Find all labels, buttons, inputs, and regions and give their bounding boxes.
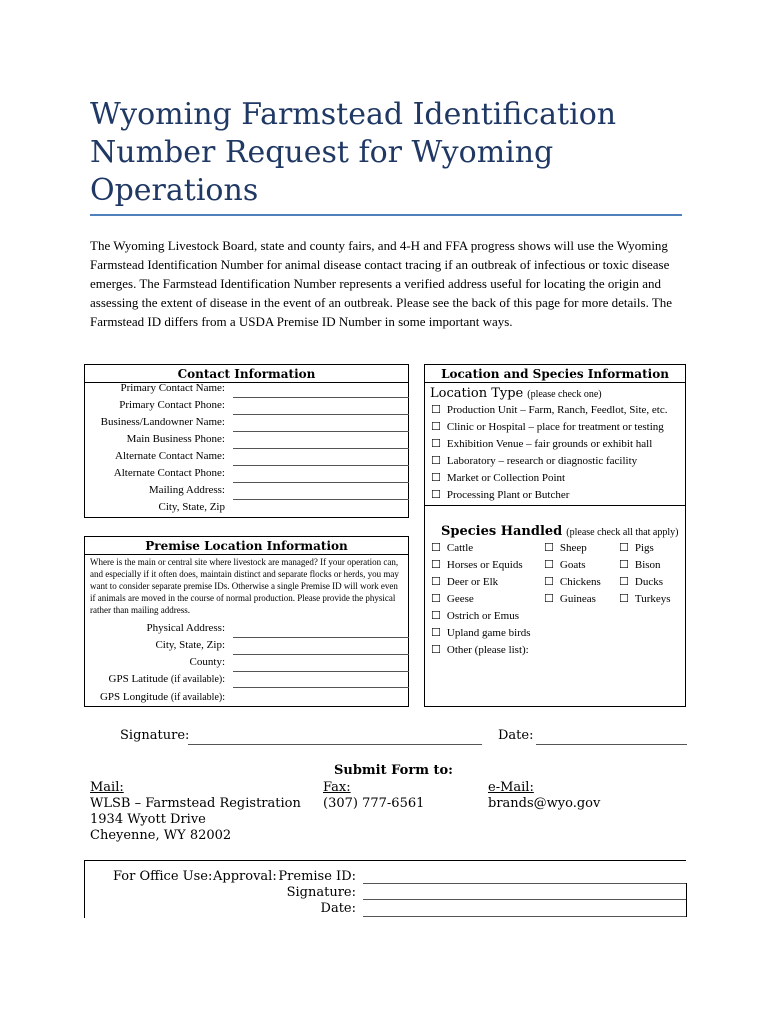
- checkbox-icon[interactable]: ☐: [431, 541, 441, 554]
- email-label: e-Mail:: [488, 780, 534, 795]
- gps-longitude-text: GPS Longitude: [99, 691, 169, 703]
- mail-block: [90, 780, 301, 844]
- contact-field-input-mailing-address[interactable]: [233, 499, 409, 500]
- contact-field-input-primary-contact-name[interactable]: [233, 397, 409, 398]
- gps-latitude-field[interactable]: [233, 687, 409, 688]
- title-line-2: Number Request for Wyoming: [90, 135, 554, 170]
- contact-field-input-main-business-phone[interactable]: [233, 448, 409, 449]
- office-approval-label: Approval:: [213, 869, 277, 884]
- checkbox-icon[interactable]: ☐: [431, 609, 441, 622]
- species-option-label: Goats: [559, 559, 586, 571]
- location-option-3[interactable]: [431, 434, 652, 452]
- fax-number: (307) 777-6561: [323, 796, 425, 811]
- contact-field-label-alternate-contact-phone: Alternate Contact Phone:: [113, 467, 225, 479]
- species-option-label: Guineas: [559, 593, 596, 605]
- species-option-geese[interactable]: [431, 589, 474, 607]
- checkbox-icon[interactable]: ☐: [619, 541, 629, 554]
- species-note: (please check all that apply): [566, 527, 679, 538]
- email-block: [488, 780, 600, 812]
- location-species-divider: [425, 505, 685, 506]
- mail-line-2: 1934 Wyott Drive: [90, 812, 206, 827]
- location-type-label: Location Type: [430, 386, 524, 401]
- location-option-2[interactable]: [431, 417, 664, 435]
- contact-field-input-alternate-contact-name[interactable]: [233, 465, 409, 466]
- species-option-cattle[interactable]: [431, 538, 473, 556]
- intro-paragraph: The Wyoming Livestock Board, state and county fairs, and 4-H and FFA progress shows will use the Wyoming Farmstead Identification Number for animal disease contact tracing if an outbreak of infectious or toxic disease emerges. The Farmstead Identification Number represents a verified address useful for locating the origin and assessing the extent of disease in the event of an outbreak. Please see the back of this page for more details. The Farmstead ID differs from a USDA Premise ID Number in some important ways.: [90, 238, 673, 329]
- office-use-box: [84, 860, 686, 918]
- fax-block: [323, 780, 424, 812]
- checkbox-icon[interactable]: ☐: [619, 592, 629, 605]
- species-option-ducks[interactable]: [619, 572, 663, 590]
- location-type-note: (please check one): [527, 389, 602, 400]
- checkbox-icon[interactable]: ☐: [619, 575, 629, 588]
- premise-description: Where is the main or central site where livestock are managed? If your operation can, and especially if it often does, maintain distinct and separate flocks or herds, you may want to consider separate premise IDs. Otherwise a single Premise ID will work even if animals are moved in the course of normal production. Please provide the physical rather than mailing address.: [90, 557, 399, 615]
- mail-line-1: WLSB – Farmstead Registration: [90, 796, 301, 811]
- species-option-deer-or-elk[interactable]: [431, 572, 498, 590]
- checkbox-icon[interactable]: ☐: [544, 541, 554, 554]
- contact-field-input-business-landowner-name[interactable]: [233, 431, 409, 432]
- contact-field-input-primary-contact-phone[interactable]: [233, 414, 409, 415]
- contact-information-header: Contact Information: [85, 367, 408, 383]
- office-signature-label: Signature:: [286, 885, 356, 900]
- contact-information-box: [84, 364, 409, 518]
- checkbox-icon[interactable]: ☐: [431, 575, 441, 588]
- checkbox-icon[interactable]: ☐: [431, 454, 441, 467]
- date-field[interactable]: [536, 744, 687, 745]
- species-option-other-please-list[interactable]: [431, 640, 529, 658]
- office-date-label: Date:: [320, 901, 356, 916]
- signature-field[interactable]: [188, 744, 482, 745]
- location-option-1[interactable]: [431, 400, 667, 418]
- mail-line-3: Cheyenne, WY 82002: [90, 828, 232, 843]
- checkbox-icon[interactable]: ☐: [431, 403, 441, 416]
- species-option-upland-game-birds[interactable]: [431, 623, 531, 641]
- checkbox-icon[interactable]: ☐: [431, 437, 441, 450]
- location-option-label: Processing Plant or Butcher: [446, 489, 570, 501]
- signature-label: Signature:: [120, 728, 190, 743]
- gps-longitude-label: [100, 691, 225, 703]
- contact-field-label-primary-contact-phone: Primary Contact Phone:: [119, 399, 225, 411]
- species-option-label: Geese: [446, 593, 474, 605]
- contact-field-label-primary-contact-name: Primary Contact Name:: [120, 382, 225, 394]
- email-address: brands@wyo.gov: [488, 796, 601, 811]
- office-date-field[interactable]: [363, 916, 686, 917]
- checkbox-icon[interactable]: ☐: [431, 488, 441, 501]
- contact-field-label-mailing-address: Mailing Address:: [148, 484, 225, 496]
- species-option-label: Pigs: [634, 542, 654, 554]
- mail-label: Mail:: [90, 780, 124, 795]
- checkbox-icon[interactable]: ☐: [544, 592, 554, 605]
- premise-field-input-county[interactable]: [233, 671, 409, 672]
- checkbox-icon[interactable]: ☐: [431, 643, 441, 656]
- species-option-turkeys[interactable]: [619, 589, 671, 607]
- species-option-guineas[interactable]: [544, 589, 596, 607]
- location-option-label: Exhibition Venue – fair grounds or exhibit hall: [446, 438, 653, 450]
- fax-label: Fax:: [323, 780, 351, 795]
- submit-heading: Submit Form to:: [334, 763, 453, 778]
- species-option-pigs[interactable]: [619, 538, 654, 556]
- location-species-header: Location and Species Information: [425, 367, 685, 383]
- premise-field-label-city-state-zip: City, State, Zip:: [155, 639, 225, 651]
- location-option-4[interactable]: [431, 451, 637, 469]
- species-option-label: Deer or Elk: [446, 576, 499, 588]
- species-option-label: Sheep: [559, 542, 587, 554]
- species-option-label: Turkeys: [634, 593, 671, 605]
- species-option-sheep[interactable]: [544, 538, 587, 556]
- contact-field-label-business-landowner-name: Business/Landowner Name:: [100, 416, 225, 428]
- checkbox-icon[interactable]: ☐: [431, 626, 441, 639]
- office-premise-id-label: Premise ID:: [278, 869, 356, 884]
- office-premise-id-field[interactable]: [363, 883, 686, 884]
- gps-longitude-note: (if available):: [170, 692, 225, 703]
- location-option-6[interactable]: [431, 485, 569, 503]
- species-option-label: Other (please list):: [446, 644, 529, 656]
- checkbox-icon[interactable]: ☐: [431, 558, 441, 571]
- page-title: [90, 96, 650, 210]
- species-option-chickens[interactable]: [544, 572, 601, 590]
- species-option-bison[interactable]: [619, 555, 661, 573]
- gps-latitude-note: (if available):: [170, 674, 225, 685]
- title-line-3: Operations: [90, 173, 259, 208]
- checkbox-icon[interactable]: ☐: [431, 420, 441, 433]
- contact-field-label-city-state-zip: City, State, Zip: [158, 501, 225, 513]
- species-option-horses-or-equids[interactable]: [431, 555, 523, 573]
- gps-latitude-text: GPS Latitude: [108, 673, 169, 685]
- checkbox-icon[interactable]: ☐: [544, 558, 554, 571]
- species-option-label: Horses or Equids: [446, 559, 523, 571]
- location-option-label: Clinic or Hospital – place for treatment or testing: [446, 421, 664, 433]
- location-species-box: [424, 364, 686, 707]
- date-label: Date:: [498, 728, 534, 743]
- title-line-1: Wyoming Farmstead Identification: [90, 97, 617, 132]
- species-option-label: Chickens: [559, 576, 601, 588]
- premise-field-label-county: County:: [189, 656, 225, 668]
- checkbox-icon[interactable]: ☐: [544, 575, 554, 588]
- premise-field-input-physical-address[interactable]: [233, 637, 409, 638]
- species-label: Species Handled: [441, 524, 563, 539]
- checkbox-icon[interactable]: ☐: [619, 558, 629, 571]
- contact-field-input-alternate-contact-phone[interactable]: [233, 482, 409, 483]
- contact-field-label-alternate-contact-name: Alternate Contact Name:: [115, 450, 225, 462]
- office-signature-field[interactable]: [363, 899, 686, 900]
- species-option-label: Ducks: [634, 576, 663, 588]
- species-option-ostrich-or-emus[interactable]: [431, 606, 519, 624]
- title-divider: [90, 214, 682, 216]
- species-option-label: Ostrich or Emus: [446, 610, 519, 622]
- location-option-label: Market or Collection Point: [446, 472, 566, 484]
- species-option-label: Cattle: [446, 542, 474, 554]
- premise-field-label-physical-address: Physical Address:: [146, 622, 225, 634]
- premise-location-box: [84, 536, 409, 707]
- office-use-label: For Office Use:: [113, 869, 213, 884]
- location-option-label: Laboratory – research or diagnostic facility: [446, 455, 638, 467]
- checkbox-icon[interactable]: ☐: [431, 471, 441, 484]
- premise-field-input-city-state-zip[interactable]: [233, 654, 409, 655]
- premise-location-header: Premise Location Information: [85, 539, 408, 555]
- contact-field-label-main-business-phone: Main Business Phone:: [126, 433, 225, 445]
- location-option-label: Production Unit – Farm, Ranch, Feedlot, Site, etc.: [446, 404, 668, 416]
- checkbox-icon[interactable]: ☐: [431, 592, 441, 605]
- gps-latitude-label: [109, 673, 225, 685]
- species-option-goats[interactable]: [544, 555, 586, 573]
- office-box-right-edge: [686, 883, 687, 917]
- location-option-5[interactable]: [431, 468, 565, 486]
- species-option-label: Bison: [634, 559, 661, 571]
- species-option-label: Upland game birds: [446, 627, 531, 639]
